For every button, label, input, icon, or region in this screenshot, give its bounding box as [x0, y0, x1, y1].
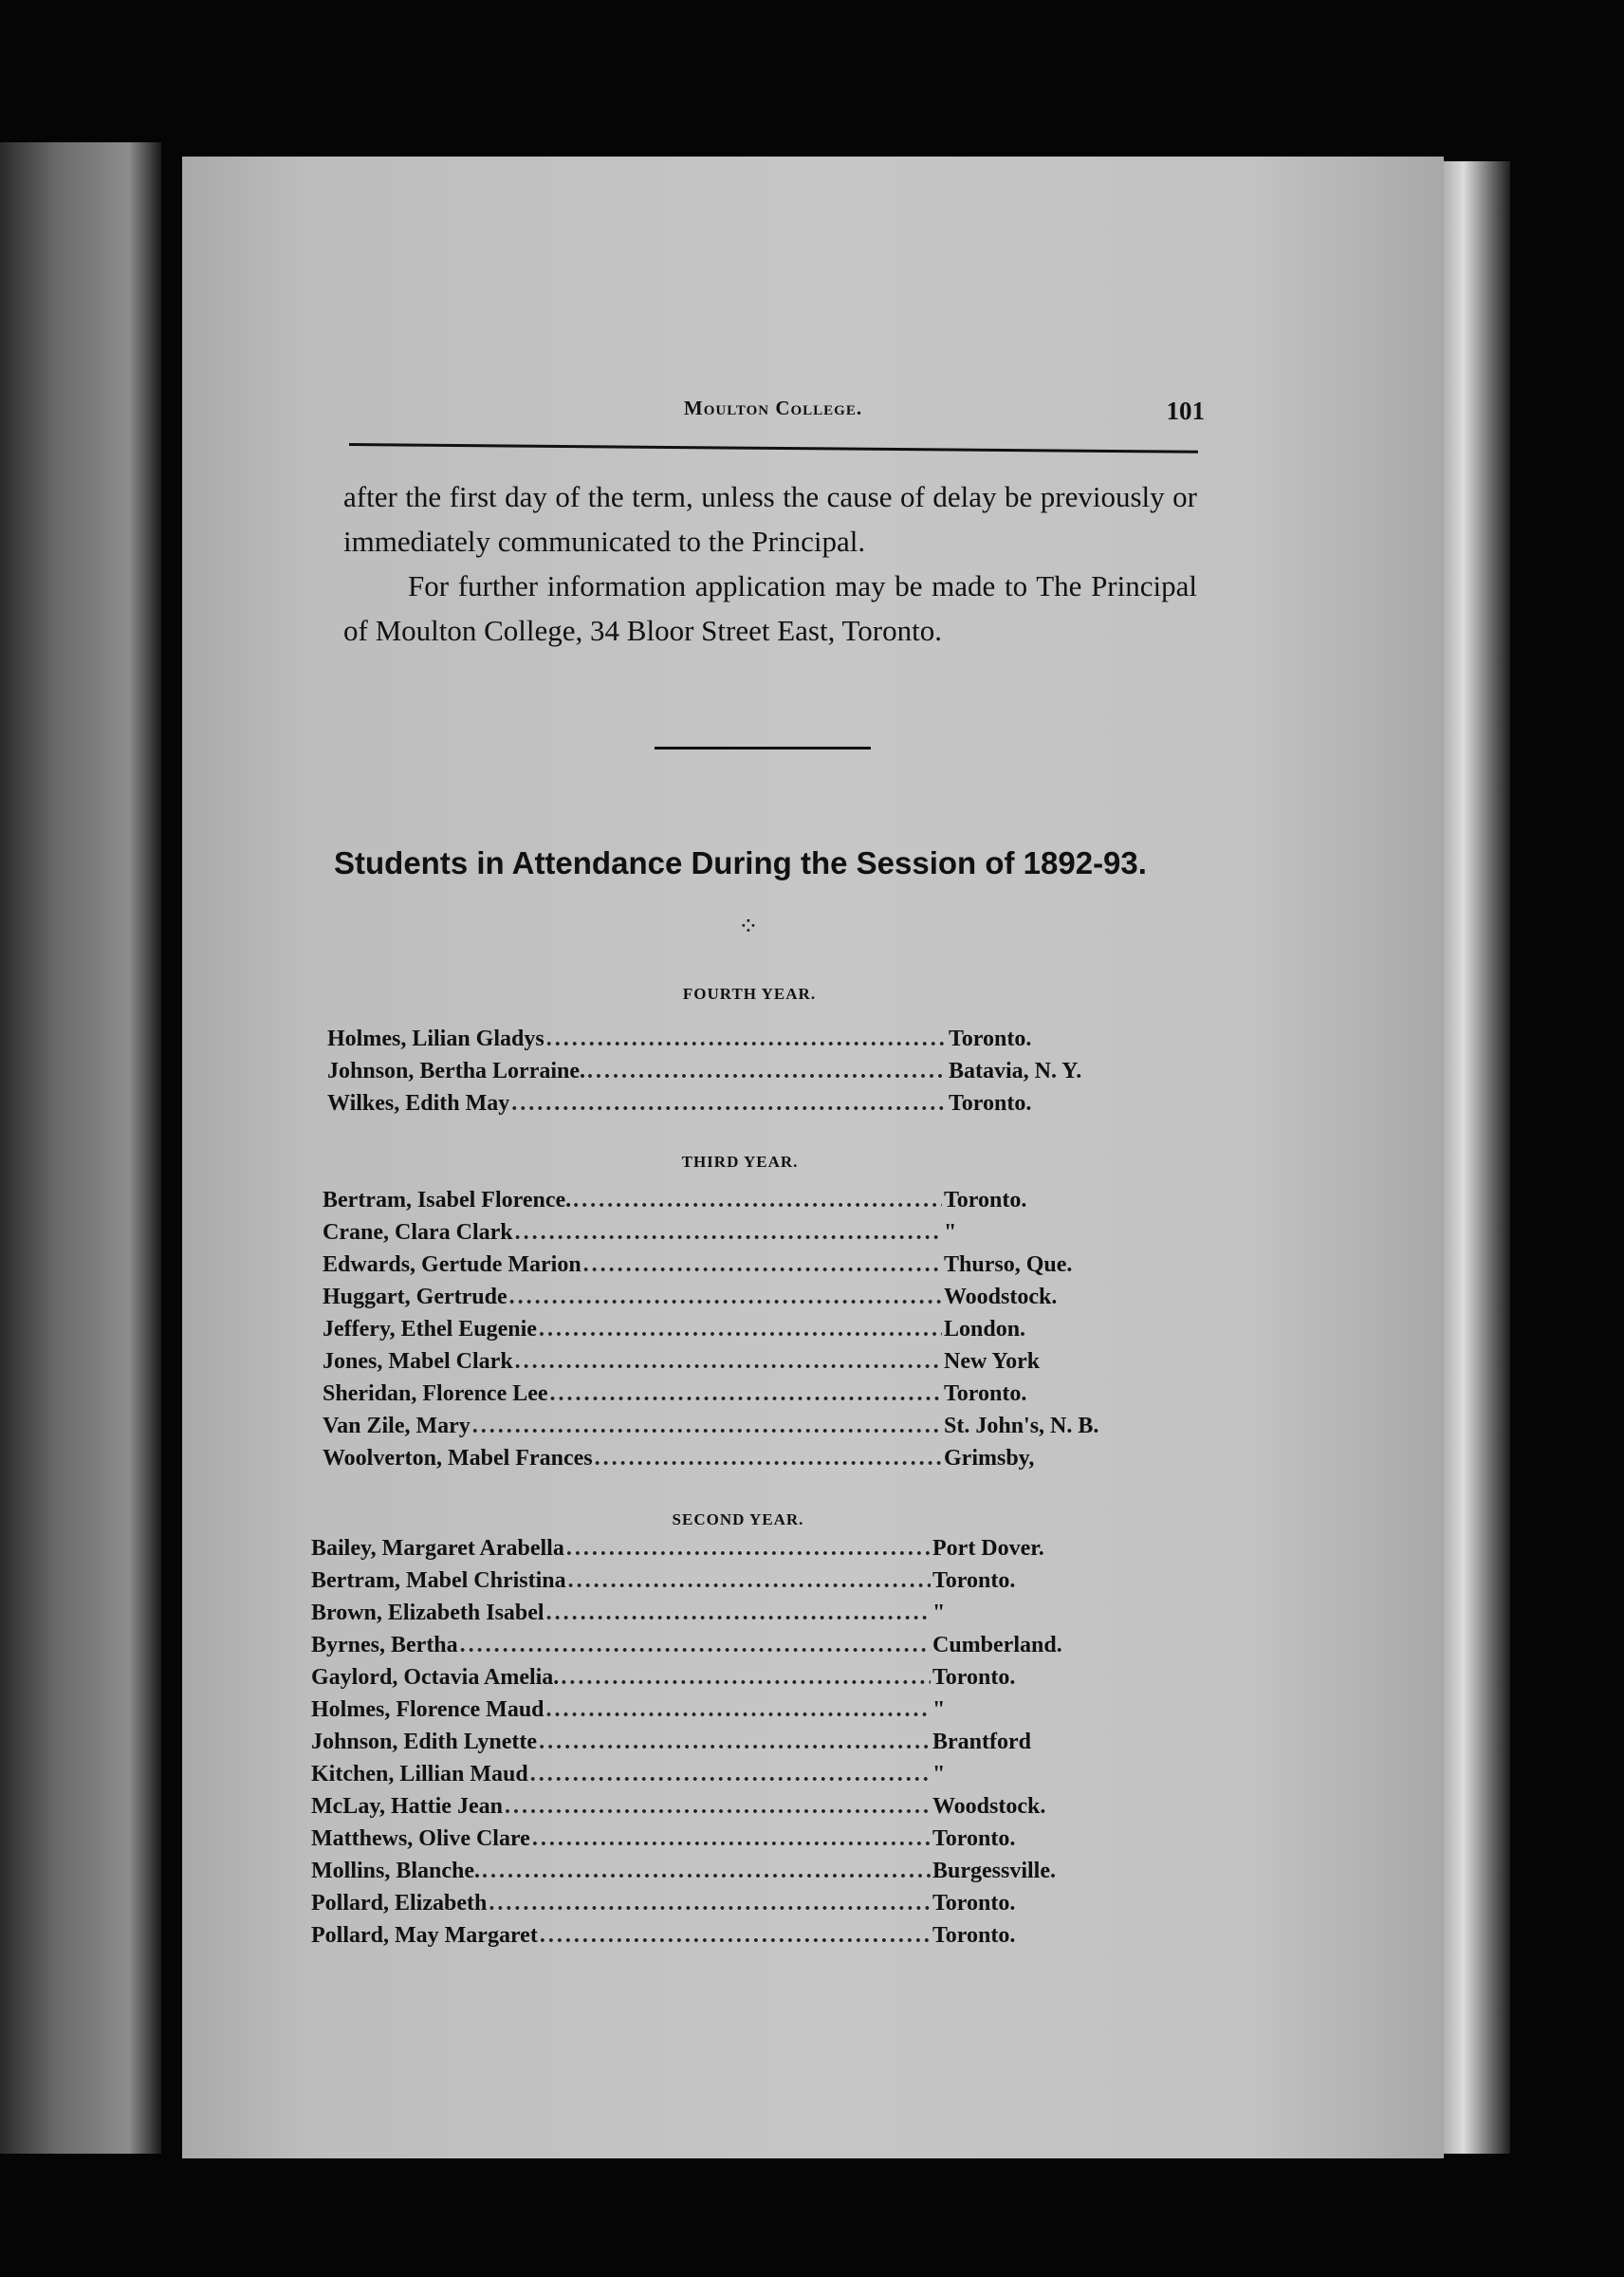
dot-leader	[561, 1661, 931, 1694]
student-hometown: Burgessville.	[932, 1859, 1056, 1883]
dot-leader	[573, 1184, 942, 1216]
student-hometown: Toronto.	[932, 1568, 1016, 1593]
dot-leader	[509, 1281, 942, 1313]
section-divider	[655, 747, 871, 750]
student-name: Mollins, Blanche.	[311, 1859, 481, 1883]
student-name: Holmes, Lilian Gladys	[327, 1027, 544, 1051]
dot-leader	[532, 1823, 931, 1855]
ornament: ⁘	[738, 913, 759, 940]
student-name: Crane, Clara Clark	[323, 1220, 513, 1245]
student-hometown: "	[932, 1762, 946, 1786]
dot-leader	[550, 1378, 942, 1410]
book-gutter	[161, 142, 182, 2154]
student-row	[323, 1410, 1138, 1442]
page-number: 101	[1166, 397, 1205, 425]
dot-leader	[539, 1726, 931, 1758]
student-name: Bailey, Margaret Arabella	[311, 1536, 564, 1561]
student-row	[323, 1442, 1138, 1474]
student-row	[311, 1790, 1127, 1823]
page-fore-edge	[1444, 161, 1510, 2154]
student-hometown: Port Dover.	[932, 1536, 1044, 1561]
student-hometown: Toronto.	[944, 1188, 1027, 1213]
student-hometown: Toronto.	[932, 1826, 1016, 1851]
paragraph-further-information: For further information application may be made to The Principal of Moulton College, 34 Bloor Street East, Toronto.	[343, 569, 1197, 647]
student-name: Bertram, Mabel Christina	[311, 1568, 566, 1593]
student-hometown: Woodstock.	[944, 1285, 1058, 1309]
list-fourth-year	[327, 1023, 1143, 1120]
student-name: Woolverton, Mabel Frances	[323, 1446, 593, 1471]
dot-leader	[515, 1345, 942, 1378]
student-row	[311, 1532, 1127, 1564]
student-name: Van Zile, Mary	[323, 1414, 471, 1438]
student-row	[327, 1087, 1143, 1120]
student-name: McLay, Hattie Jean	[311, 1794, 503, 1819]
dot-leader	[595, 1442, 942, 1474]
dot-leader	[515, 1216, 942, 1249]
student-hometown: Thurso, Que.	[944, 1252, 1073, 1277]
dot-leader	[460, 1629, 931, 1661]
student-name: Wilkes, Edith May	[327, 1091, 510, 1116]
student-row	[327, 1055, 1143, 1087]
dot-leader	[587, 1055, 947, 1087]
student-hometown: St. John's, N. B.	[944, 1414, 1099, 1438]
student-hometown: New York	[944, 1349, 1041, 1374]
dot-leader	[511, 1087, 947, 1120]
dot-leader	[583, 1249, 942, 1281]
student-hometown: Toronto.	[944, 1381, 1027, 1406]
student-name: Jeffery, Ethel Eugenie	[323, 1317, 537, 1342]
student-row	[311, 1823, 1127, 1855]
dot-leader	[568, 1564, 931, 1597]
paragraph-continuation: after the first day of the term, unless the cause of delay be previously or immediately communicated to the Principal.	[343, 480, 1197, 558]
student-hometown: Toronto.	[932, 1665, 1016, 1690]
student-name: Gaylord, Octavia Amelia.	[311, 1665, 560, 1690]
student-name: Edwards, Gertude Marion	[323, 1252, 581, 1277]
student-name: Brown, Elizabeth Isabel	[311, 1601, 544, 1625]
student-row	[311, 1919, 1127, 1952]
student-row	[323, 1249, 1138, 1281]
dot-leader	[540, 1919, 931, 1952]
student-hometown: Grimsby,	[944, 1446, 1035, 1471]
student-row	[323, 1345, 1138, 1378]
student-name: Sheridan, Florence Lee	[323, 1381, 548, 1406]
heading-fourth-year: FOURTH YEAR.	[682, 985, 817, 1003]
student-row	[311, 1694, 1127, 1726]
dot-leader	[482, 1855, 931, 1887]
dot-leader	[505, 1790, 931, 1823]
dot-leader	[566, 1532, 931, 1564]
page-title: Students in Attendance During the Session of 1892-93.	[334, 845, 1147, 880]
student-name: Byrnes, Bertha	[311, 1633, 458, 1657]
student-hometown: Toronto.	[949, 1027, 1032, 1051]
dot-leader	[489, 1887, 931, 1919]
dot-leader	[546, 1597, 931, 1629]
student-row	[323, 1184, 1138, 1216]
student-hometown: Brantford	[932, 1730, 1031, 1754]
list-second-year	[311, 1532, 1127, 1952]
facing-page-edge	[0, 142, 161, 2154]
dot-leader	[546, 1694, 931, 1726]
student-row	[323, 1216, 1138, 1249]
student-hometown: Toronto.	[949, 1091, 1032, 1116]
student-hometown: Woodstock.	[932, 1794, 1046, 1819]
dot-leader	[539, 1313, 942, 1345]
student-row	[311, 1726, 1127, 1758]
student-hometown: Toronto.	[932, 1891, 1016, 1916]
dot-leader	[530, 1758, 931, 1790]
student-name: Pollard, Elizabeth	[311, 1891, 488, 1916]
student-name: Kitchen, Lillian Maud	[311, 1762, 528, 1786]
student-row	[327, 1023, 1143, 1055]
student-hometown: Cumberland.	[932, 1633, 1062, 1657]
student-row	[311, 1629, 1127, 1661]
student-hometown: "	[932, 1601, 946, 1625]
student-name: Matthews, Olive Clare	[311, 1826, 530, 1851]
student-name: Huggart, Gertrude	[323, 1285, 508, 1309]
student-name: Jones, Mabel Clark	[323, 1349, 513, 1374]
student-row	[311, 1887, 1127, 1919]
student-row	[311, 1855, 1127, 1887]
student-hometown: "	[944, 1220, 957, 1245]
student-row	[323, 1378, 1138, 1410]
running-head: Moulton College.	[683, 397, 863, 419]
list-third-year	[323, 1184, 1138, 1474]
dot-leader	[546, 1023, 947, 1055]
student-name: Bertram, Isabel Florence.	[323, 1188, 572, 1213]
student-row	[311, 1758, 1127, 1790]
heading-second-year: SECOND YEAR.	[672, 1510, 804, 1528]
dot-leader	[472, 1410, 942, 1442]
student-hometown: Toronto.	[932, 1923, 1016, 1948]
student-name: Johnson, Edith Lynette	[311, 1730, 538, 1754]
student-row	[323, 1313, 1138, 1345]
student-name: Pollard, May Margaret	[311, 1923, 538, 1948]
student-name: Holmes, Florence Maud	[311, 1697, 544, 1722]
student-name: Johnson, Bertha Lorraine.	[327, 1059, 586, 1083]
page-header	[341, 397, 1205, 431]
student-row	[311, 1661, 1127, 1694]
student-hometown: Batavia, N. Y.	[949, 1059, 1082, 1083]
student-hometown: London.	[944, 1317, 1026, 1342]
student-hometown: "	[932, 1697, 946, 1722]
student-row	[311, 1564, 1127, 1597]
student-row	[311, 1597, 1127, 1629]
student-row	[323, 1281, 1138, 1313]
heading-third-year: THIRD YEAR.	[681, 1153, 799, 1171]
